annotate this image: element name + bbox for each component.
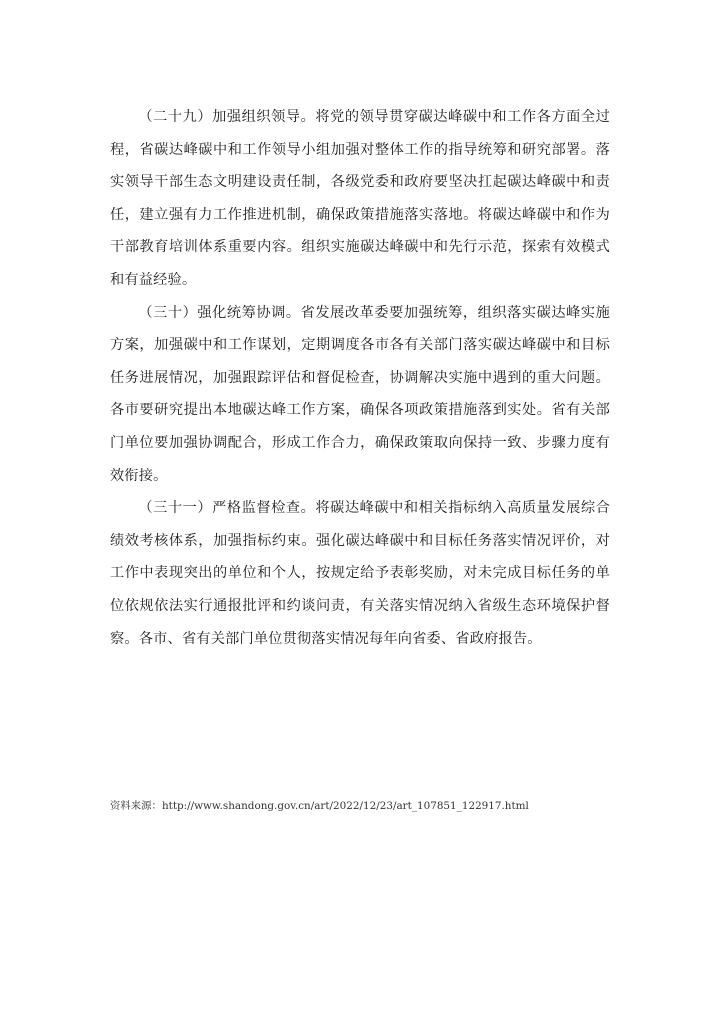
paragraph-organization-leadership: （二十九）加强组织领导。将党的领导贯穿碳达峰碳中和工作各方面全过程，省碳达峰碳中和工作领导小组加强对整体工作的指导统筹和研究部署。落实领导干部生态文明建设责任制，各级党委和政府要坚决扛起碳达峰碳中和责任，建立强有力工作推进机制，确保政策措施落实落地。将碳达峰碳中和作为干部教育培训体系重要内容。组织实施碳达峰碳中和先行示范，探索有效模式和有益经验。 (110, 109, 610, 288)
document-body (110, 101, 610, 655)
source-footnote: 资料来源：http://www.shandong.gov.cn/art/2022/12/23/art_107851_122917.html (110, 800, 529, 812)
paragraph-supervision: （三十一）严格监督检查。将碳达峰碳中和相关指标纳入高质量发展综合绩效考核体系，加强指标约束。强化碳达峰碳中和目标任务落实情况评价，对工作中表现突出的单位和个人，按规定给予表彰奖励，对未完成目标任务的单位依规依法实行通报批评和约谈问责，有关落实情况纳入省级生态环境保护督察。各市、省有关部门单位贯彻落实情况每年向省委、省政府报告。 (110, 500, 610, 647)
paragraph-coordination: （三十）强化统筹协调。省发展改革委要加强统筹，组织落实碳达峰实施方案，加强碳中和工作谋划，定期调度各市各有关部门落实碳达峰碳中和目标任务进展情况，加强跟踪评估和督促检查，协调解决实施中遇到的重大问题。各市要研究提出本地碳达峰工作方案，确保各项政策措施落到实处。省有关部门单位要加强协调配合，形成工作合力，确保政策取向保持一致、步骤力度有效衔接。 (110, 304, 610, 484)
